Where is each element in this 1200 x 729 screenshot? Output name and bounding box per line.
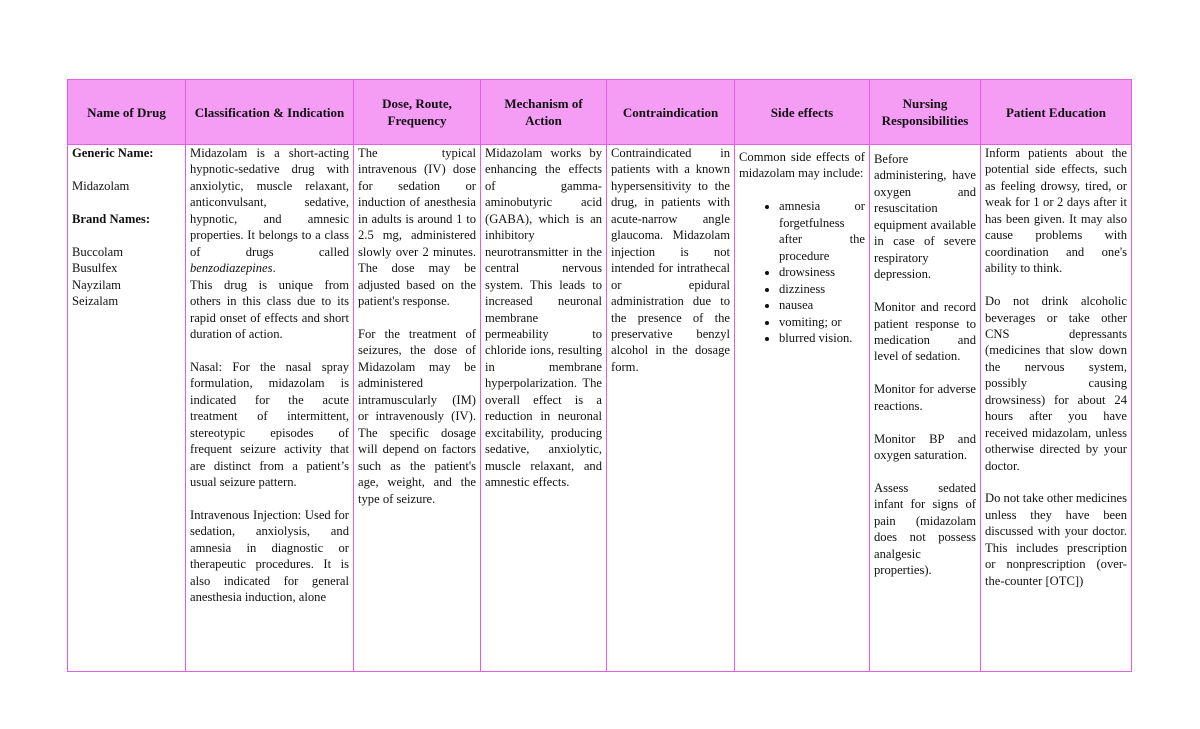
classification-uniqueness: This drug is unique from others in this class due to its rapid onset of effects and short duration of action.: [190, 277, 349, 341]
header-side-effects: Side effects: [735, 80, 870, 145]
side-effects-list: [739, 198, 865, 346]
drug-study-table: [67, 79, 1132, 672]
classification-text-end: .: [272, 261, 276, 276]
cell-classification-indication: [186, 145, 354, 672]
side-effect-item: • dizziness: [779, 281, 865, 297]
education-side-effects: Inform patients about the potential side effects, such as feeling drowsy, tired, or weak for 1 or 2 days after it has been given. It may also cause problems with coordination and one's ability to think.: [985, 146, 1127, 276]
education-alcohol: Do not drink alcoholic beverages or take other CNS depressants (medicines that slow down the nervous system, possibly causing drowsiness) for about 24 hours after you have received midazolam, unless otherwise directed by your doctor.: [985, 294, 1127, 473]
cell-side-effects: [735, 145, 870, 672]
education-other-medicines: Do not take other medicines unless they have been discussed with your doctor. This includes prescription or nonprescription (over-the-counter [OTC]): [985, 491, 1127, 588]
brand-name: Seizalam: [72, 294, 119, 309]
header-patient-education: Patient Education: [981, 80, 1132, 145]
header-mechanism-of-action: Mechanism of Action: [481, 80, 607, 145]
side-effect-item: • blurred vision.: [779, 330, 865, 346]
nursing-assess-infant: Assess sedated infant for signs of pain (midazolam does not possess analgesic properties).: [874, 481, 976, 578]
classification-text: Midazolam is a short-acting hypnotic-sedative drug with anxiolytic, muscle relaxant, anticonvulsant, sedative, hypnotic, and amnesic properties. It belongs to a class of drugs called: [190, 146, 349, 259]
contraindication-text: Contraindicated in patients with a known hypersensitivity to the drug, in patients with acute-narrow angle glaucoma. Midazolam injection is not intended for intrathecal or epidural administration due to the presence of the preservative benzyl alcohol in the dosage form.: [611, 146, 730, 374]
side-effect-item: • vomiting; or: [779, 314, 865, 330]
brand-name: Busulfex: [72, 261, 118, 276]
brand-names-label: Brand Names:: [72, 211, 151, 226]
nursing-monitor-adverse: Monitor for adverse reactions.: [874, 382, 976, 413]
header-nursing-responsibilities: Nursing Responsibilities: [870, 80, 981, 145]
brand-name: Buccolam: [72, 244, 124, 259]
cell-patient-education: [981, 145, 1132, 672]
header-name-of-drug: Name of Drug: [68, 80, 186, 145]
indication-intravenous: Intravenous Injection: Used for sedation, anxiolysis, and amnesia in diagnostic or therapeutic procedures. It is also indicated for general anesthesia induction, alone: [190, 507, 349, 605]
cell-contraindication: [607, 145, 735, 672]
nursing-monitor-response: Monitor and record patient response to medication and level of sedation.: [874, 300, 976, 364]
dose-seizures: For the treatment of seizures, the dose of Midazolam may be administered intramuscularly (IM) or intravenously (IV). The specific dosage will depend on factors such as the patient's age, weight, and the type of seizure.: [358, 326, 476, 506]
drug-row: [68, 145, 1132, 672]
brand-name: Nayzilam: [72, 277, 121, 292]
generic-name-value: Midazolam: [72, 178, 130, 193]
header-classification-indication: Classification & Indication: [186, 80, 354, 145]
cell-name-of-drug: [68, 145, 186, 672]
nursing-oxygen: Before administering, have oxygen and resuscitation equipment available in case of severe respiratory depression.: [874, 152, 976, 282]
header-contraindication: Contraindication: [607, 80, 735, 145]
mechanism-text: Midazolam works by enhancing the effects of gamma-aminobutyric acid (GABA), which is an inhibitory neurotransmitter in the central nervous system. This leads to increased neuronal membrane permeability to chloride ions, resulting in membrane hyperpolarization. The overall effect is a reduction in neuronal excitability, producing sedative, anxiolytic, muscle relaxant, and amnestic effects.: [485, 146, 602, 490]
indication-nasal: Nasal: For the nasal spray formulation, midazolam is indicated for the acute treatment of intermittent, stereotypic episodes of frequent seizure activity that are distinct from a patient’s usual seizure pattern.: [190, 359, 349, 490]
side-effect-item: • drowsiness: [779, 264, 865, 280]
header-dose-route-frequency: Dose, Route, Frequency: [354, 80, 481, 145]
cell-nursing-responsibilities: [870, 145, 981, 672]
header-row: [68, 80, 1132, 145]
side-effect-item: • amnesia or forgetfulness after the procedure: [779, 198, 865, 264]
dose-sedation: The typical intravenous (IV) dose for sedation or induction of anesthesia in adults is around 1 to 2.5 mg, administered slowly over 2 minutes. The dose may be adjusted based on the patient's response.: [358, 146, 476, 309]
cell-dose-route-frequency: [354, 145, 481, 672]
generic-name-label: Generic Name:: [72, 146, 154, 160]
side-effects-intro: Common side effects of midazolam may include:: [739, 150, 865, 181]
cell-mechanism-of-action: [481, 145, 607, 672]
classification-paragraph: [190, 145, 349, 277]
nursing-monitor-bp: Monitor BP and oxygen saturation.: [874, 431, 976, 463]
drug-class-name: benzodiazepines: [190, 261, 273, 276]
side-effect-item: • nausea: [779, 297, 865, 313]
